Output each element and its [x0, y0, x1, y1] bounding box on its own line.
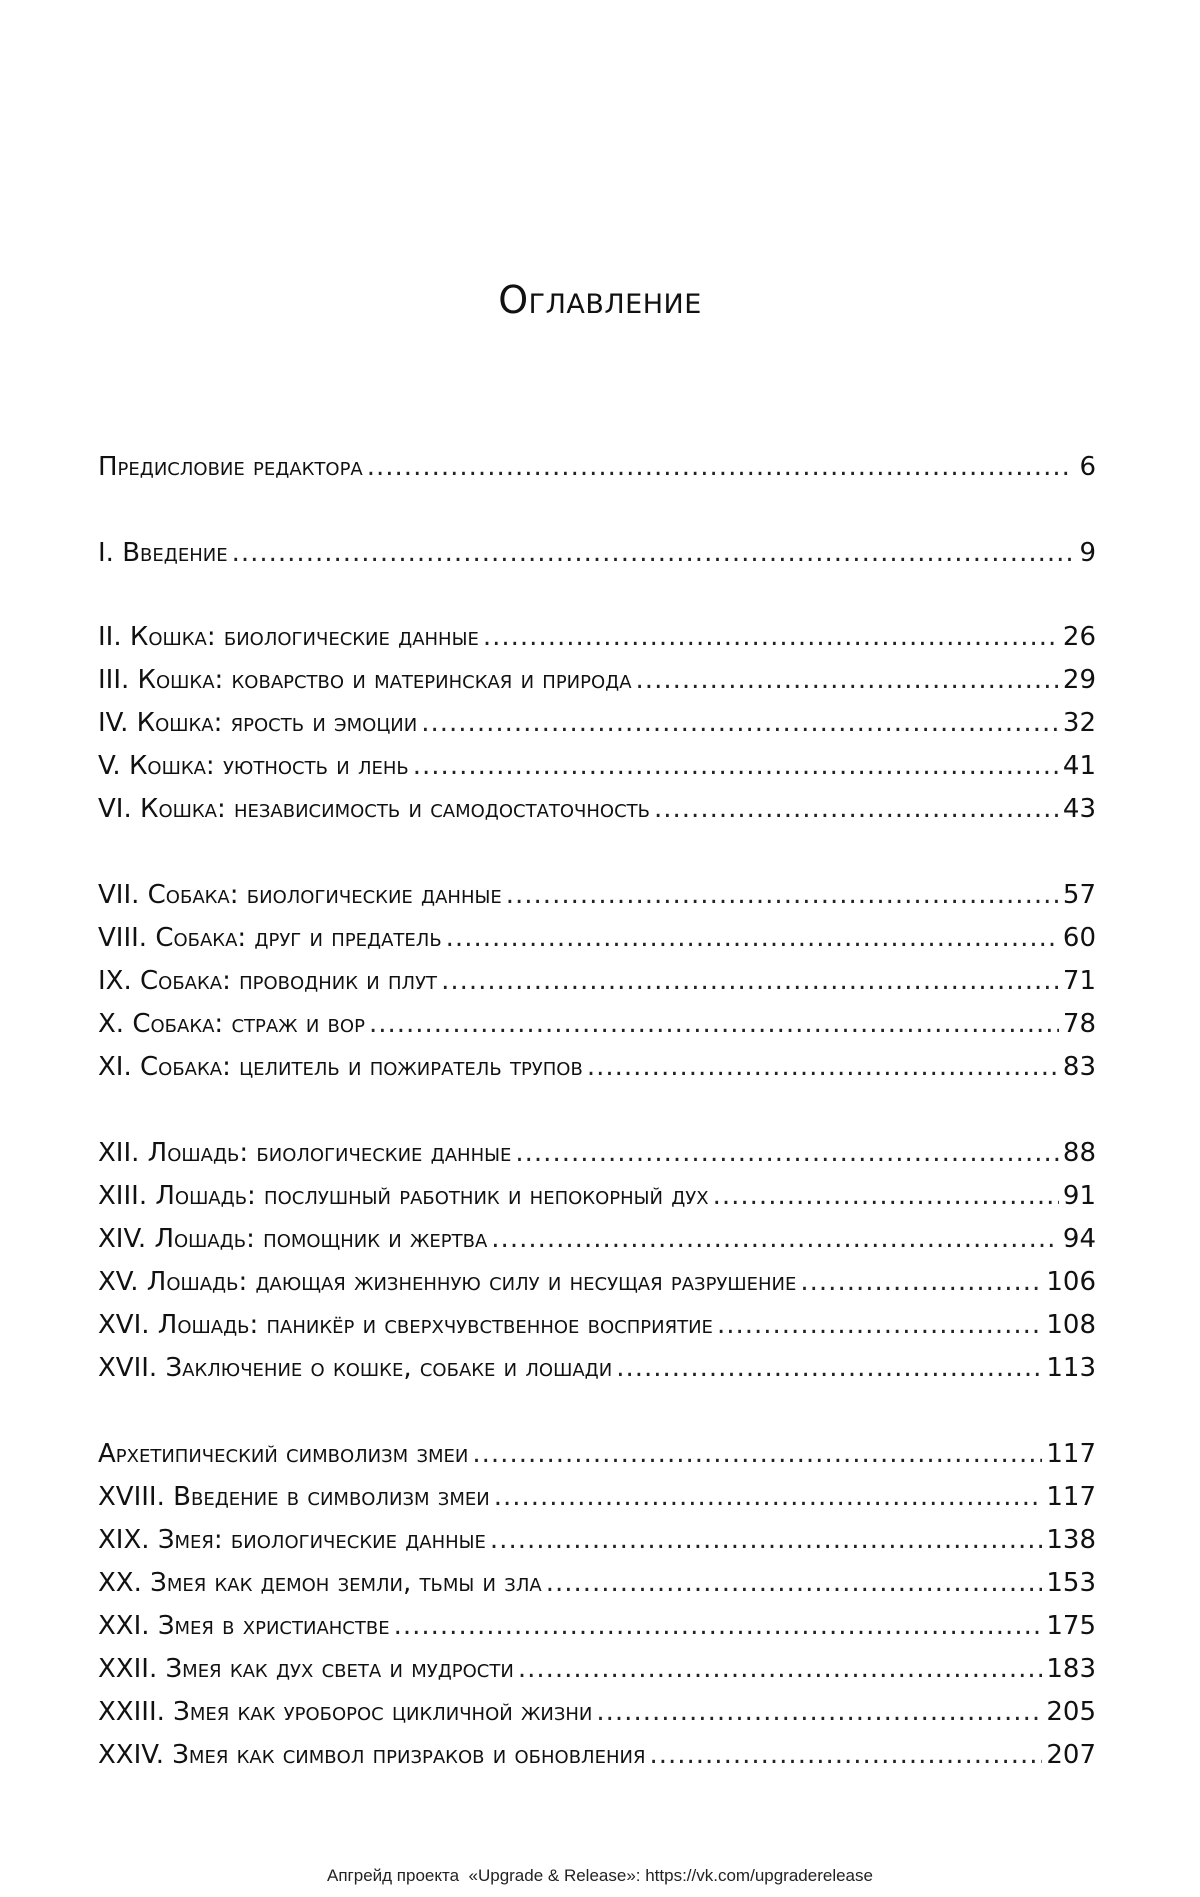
footer-note: Апгрейд проекта «Upgrade & Release»: https://vk.com/upgraderelease — [327, 1866, 873, 1885]
toc-entry-page-number: 183 — [1046, 1654, 1096, 1684]
toc-entry — [98, 788, 1096, 830]
toc-entry-page-number: 6 — [1079, 452, 1096, 482]
toc-entry — [98, 1691, 1096, 1733]
toc-entry — [98, 1304, 1096, 1346]
toc-entry — [98, 1734, 1096, 1776]
toc-entry — [98, 745, 1096, 787]
toc-entry-page-number: 113 — [1046, 1353, 1096, 1383]
toc-dot-leader — [394, 1605, 1043, 1647]
toc-entry-label: XXIII. Змея как уроборос цикличной жизни — [98, 1697, 593, 1727]
toc-entry-page-number: 108 — [1046, 1310, 1096, 1340]
toc-entry — [98, 659, 1096, 701]
toc-entry-label: IV. Кошка: ярость и эмоции — [98, 708, 418, 738]
toc-dot-leader — [717, 1304, 1042, 1346]
toc-entry-page-number: 117 — [1046, 1482, 1096, 1512]
toc-entry — [98, 1218, 1096, 1260]
toc-dot-leader — [472, 1433, 1042, 1475]
toc-entry-page-number: 94 — [1062, 1224, 1096, 1254]
toc-entry-label: XXII. Змея как дух света и мудрости — [98, 1654, 514, 1684]
toc-dot-leader — [515, 1132, 1059, 1174]
toc-dot-leader — [596, 1691, 1042, 1733]
toc-entry-page-number: 43 — [1062, 794, 1096, 824]
toc-entry-label: XIX. Змея: биологические данные — [98, 1525, 486, 1555]
toc-dot-leader — [491, 1218, 1059, 1260]
toc-dot-leader — [649, 1734, 1042, 1776]
toc-entry — [98, 616, 1096, 658]
toc-entry — [98, 1605, 1096, 1647]
toc-entry — [98, 532, 1096, 574]
toc-entry — [98, 1476, 1096, 1518]
toc-entry — [98, 702, 1096, 744]
toc-dot-leader — [654, 788, 1059, 830]
toc-entry-label: Предисловие редактора — [98, 452, 363, 482]
toc-entry-label: XVIII. Введение в символизм змеи — [98, 1482, 490, 1512]
toc-entry — [98, 1132, 1096, 1174]
toc-entry-label: XXI. Змея в христианстве — [98, 1611, 390, 1641]
toc-dot-leader — [232, 532, 1072, 574]
toc-dot-leader — [421, 702, 1059, 744]
toc-entry-label: XX. Змея как демон земли, тьмы и зла — [98, 1568, 542, 1598]
toc-dot-leader — [616, 1347, 1042, 1389]
toc-entry — [98, 1003, 1096, 1045]
toc-entry-page-number: 138 — [1046, 1525, 1096, 1555]
toc-entry — [98, 1562, 1096, 1604]
toc-entry-label: XI. Собака: целитель и пожиратель трупов — [98, 1052, 583, 1082]
toc-entry — [98, 874, 1096, 916]
toc-dot-leader — [446, 917, 1059, 959]
toc-entry — [98, 960, 1096, 1002]
toc-entry-page-number: 88 — [1062, 1138, 1096, 1168]
toc-entry — [98, 1046, 1096, 1088]
toc-entry-label: XII. Лошадь: биологические данные — [98, 1138, 512, 1168]
toc-dot-leader — [367, 446, 1072, 488]
toc-dot-leader — [413, 745, 1059, 787]
toc-dot-leader — [518, 1648, 1043, 1690]
toc-dot-leader — [441, 960, 1059, 1002]
toc-entry-page-number: 57 — [1062, 880, 1096, 910]
toc-entry-label: XVI. Лошадь: паникёр и сверхчувственное восприятие — [98, 1310, 713, 1340]
toc-entry-label: XVII. Заключение о кошке, собаке и лошади — [98, 1353, 613, 1383]
page-title: Оглавление — [498, 278, 702, 322]
toc-entry-label: XIII. Лошадь: послушный работник и непокорный дух — [98, 1181, 709, 1211]
toc-entry-page-number: 83 — [1062, 1052, 1096, 1082]
toc-dot-leader — [483, 616, 1059, 658]
toc-dot-leader — [713, 1175, 1059, 1217]
toc-entry-page-number: 78 — [1062, 1009, 1096, 1039]
toc-entry-label: II. Кошка: биологические данные — [98, 622, 479, 652]
toc-entry-label: III. Кошка: коварство и материнская и природа — [98, 665, 632, 695]
toc-dot-leader — [587, 1046, 1059, 1088]
toc-entry — [98, 1519, 1096, 1561]
toc-entry — [98, 917, 1096, 959]
toc-entry-label: XV. Лошадь: дающая жизненную силу и несущая разрушение — [98, 1267, 797, 1297]
toc-entry — [98, 1261, 1096, 1303]
toc-dot-leader — [546, 1562, 1043, 1604]
toc-dot-leader — [506, 874, 1059, 916]
toc-entry-label: VI. Кошка: независимость и самодостаточность — [98, 794, 650, 824]
toc-entry — [98, 446, 1096, 488]
toc-entry-label: X. Собака: страж и вор — [98, 1009, 365, 1039]
toc-dot-leader — [490, 1519, 1042, 1561]
toc-entry-label: V. Кошка: уютность и лень — [98, 751, 409, 781]
toc-entry-page-number: 91 — [1062, 1181, 1096, 1211]
toc-entry-label: I. Введение — [98, 538, 228, 568]
toc-dot-leader — [369, 1003, 1059, 1045]
toc-entry-label: XIV. Лошадь: помощник и жертва — [98, 1224, 488, 1254]
toc-entry-page-number: 207 — [1046, 1740, 1096, 1770]
toc-entry-page-number: 205 — [1046, 1697, 1096, 1727]
toc-entry — [98, 1347, 1096, 1389]
toc-entry-page-number: 41 — [1062, 751, 1096, 781]
toc-entry-label: Архетипический символизм змеи — [98, 1439, 469, 1469]
toc-entry-label: VII. Собака: биологические данные — [98, 880, 502, 910]
toc-entry-page-number: 117 — [1046, 1439, 1096, 1469]
toc-entry-page-number: 29 — [1062, 665, 1096, 695]
toc-entry-page-number: 153 — [1046, 1568, 1096, 1598]
toc-entry-page-number: 175 — [1046, 1611, 1096, 1641]
toc-entry-page-number: 71 — [1062, 966, 1096, 996]
toc-entry — [98, 1175, 1096, 1217]
toc-entry-page-number: 106 — [1046, 1267, 1096, 1297]
toc-entry-label: IX. Собака: проводник и плут — [98, 966, 438, 996]
toc-entry-label: XXIV. Змея как символ призраков и обновления — [98, 1740, 646, 1770]
toc-dot-leader — [800, 1261, 1042, 1303]
toc-entry-label: VIII. Собака: друг и предатель — [98, 923, 442, 953]
toc-entry — [98, 1433, 1096, 1475]
toc-entry-page-number: 26 — [1062, 622, 1096, 652]
toc-entry — [98, 1648, 1096, 1690]
toc-entry-page-number: 60 — [1062, 923, 1096, 953]
toc-dot-leader — [636, 659, 1059, 701]
toc-entry-page-number: 9 — [1079, 538, 1096, 568]
toc-dot-leader — [494, 1476, 1043, 1518]
toc-entry-page-number: 32 — [1062, 708, 1096, 738]
